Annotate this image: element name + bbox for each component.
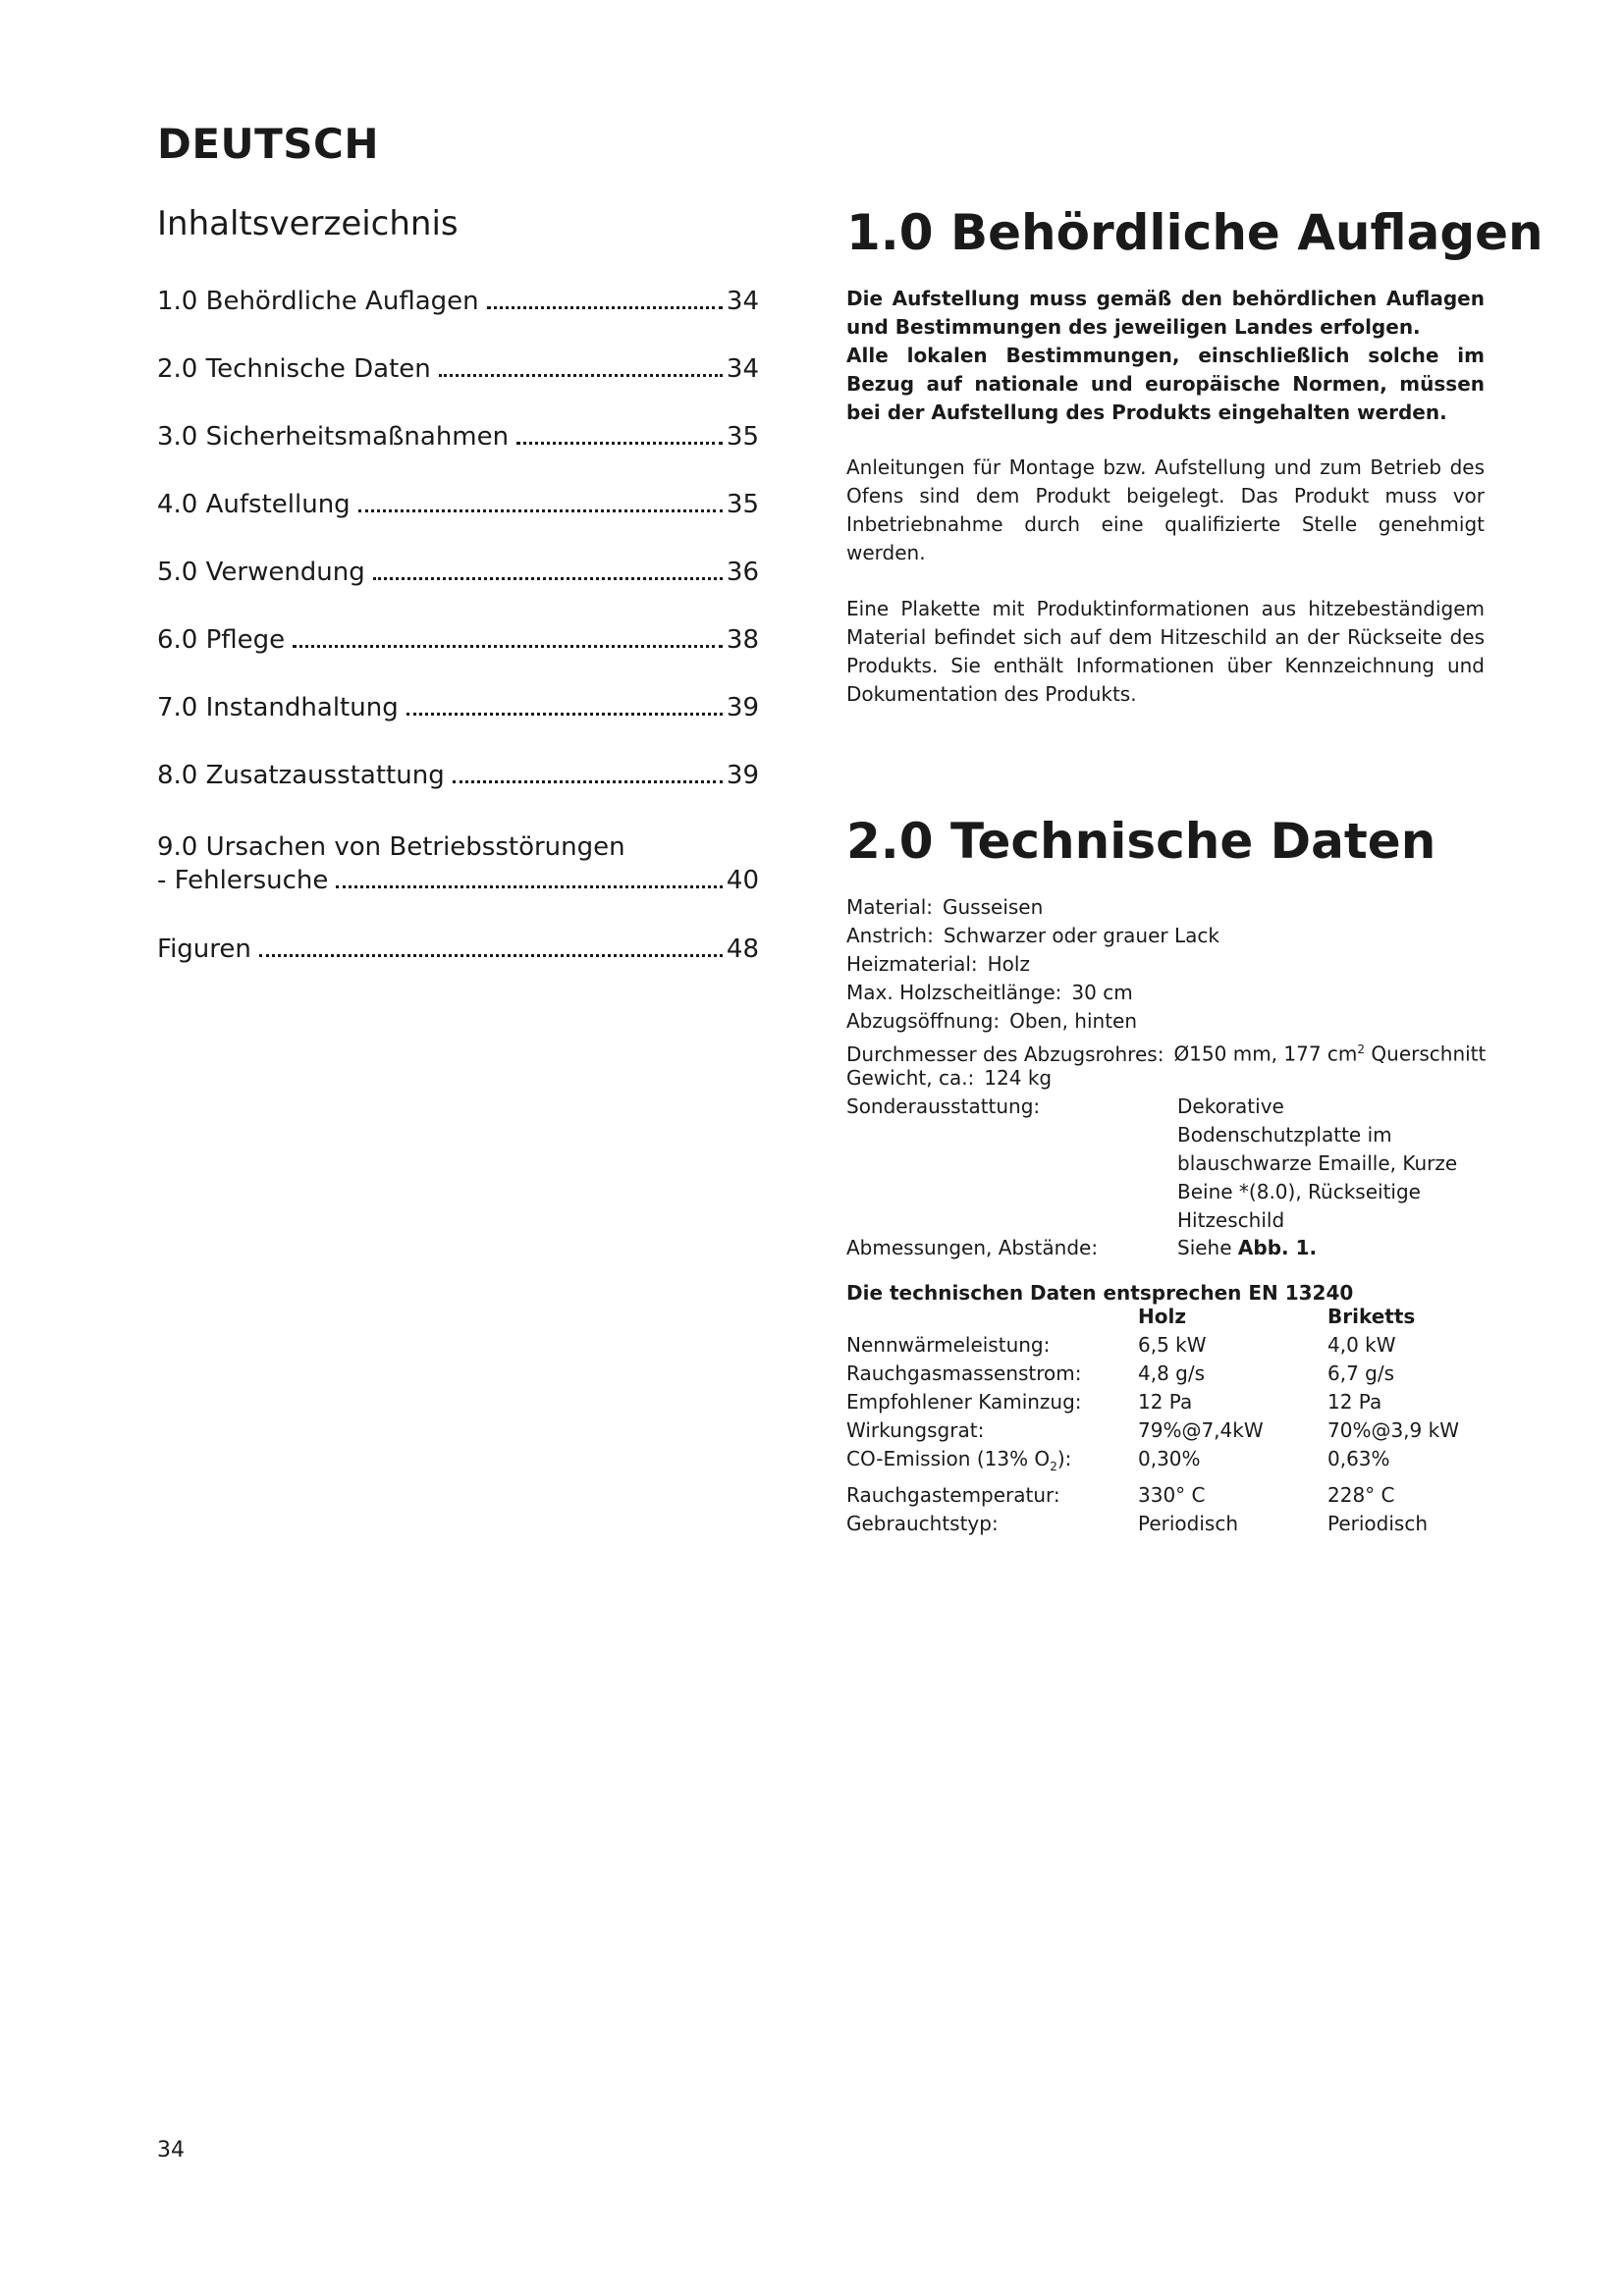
toc-entry-page: 39: [726, 761, 759, 790]
table-row: [846, 1445, 1485, 1481]
performance-table-title: Die technischen Daten entsprechen EN 13240: [846, 1281, 1354, 1305]
toc-entry-page: 35: [726, 490, 759, 519]
toc-entry-label: 5.0 Verwendung: [157, 558, 365, 587]
toc-leader-dots: [358, 509, 723, 512]
row-label: Nennwärmeleistung:: [846, 1333, 1051, 1357]
toc-entry-label: 3.0 Sicherheitsmaßnahmen: [157, 422, 510, 452]
spec-label: Abmessungen, Abstände:: [846, 1236, 1099, 1259]
cell-holz: 330° C: [1138, 1483, 1206, 1507]
toc-entry-label: Figuren: [157, 934, 251, 964]
spec-finish: [846, 922, 1219, 950]
spec-material: [846, 893, 1043, 922]
spec-fuel: [846, 950, 1030, 979]
spec-log-length: [846, 979, 1133, 1007]
row-label-subscript: 2: [1050, 1460, 1057, 1473]
toc-entry-page: 48: [726, 934, 759, 964]
spec-value: 30 cm: [1071, 981, 1133, 1004]
cell-briketts: Periodisch: [1327, 1512, 1429, 1535]
spec-value-prefix: Siehe: [1177, 1236, 1232, 1259]
toc-entry-label: 4.0 Aufstellung: [157, 490, 351, 519]
column-header-holz: Holz: [1138, 1305, 1186, 1328]
toc-entry-5[interactable]: [157, 556, 759, 589]
spec-value: Gusseisen: [943, 895, 1044, 919]
toc-title: Inhaltsverzeichnis: [157, 204, 459, 243]
spec-value: Oben, hinten: [1009, 1009, 1138, 1033]
spec-label: Sonderausstattung:: [846, 1095, 1041, 1118]
table-row: [846, 1510, 1485, 1538]
toc-entry-6[interactable]: [157, 623, 759, 657]
spec-value: Ø150 mm, 177 cm: [1173, 1041, 1358, 1066]
spec-label: Durchmesser des Abzugsrohres:: [846, 1041, 1164, 1066]
row-label: [846, 1445, 1138, 1481]
toc-leader-dots: [439, 374, 723, 377]
toc-entry-page: 40: [726, 866, 759, 895]
toc-leader-dots: [336, 885, 723, 888]
spec-flue-outlet: [846, 1007, 1137, 1036]
table-row: [846, 1416, 1485, 1445]
toc-entry-label: 6.0 Pflege: [157, 625, 286, 655]
toc-entry-page: 36: [726, 558, 759, 587]
table-row: [846, 1331, 1485, 1360]
toc-entry-page: 34: [726, 354, 759, 384]
section-1-bold-paragraph-2: Alle lokalen Bestimmungen, einschließlich solche im Bezug auf nationale und europäische Normen, müssen bei der Aufstellung des Produkts eingehalten werden.: [846, 344, 1485, 424]
row-label-prefix: CO-Emission (13% O: [846, 1447, 1051, 1470]
toc-entry-4[interactable]: [157, 488, 759, 521]
spec-value: 124 kg: [984, 1066, 1053, 1090]
toc-entry-label: 7.0 Instandhaltung: [157, 693, 399, 722]
toc-entry-2[interactable]: [157, 352, 759, 386]
toc-entry-9[interactable]: [157, 830, 759, 897]
table-header-row: [846, 1303, 1485, 1331]
spec-value: Schwarzer oder grauer Lack: [943, 924, 1219, 947]
spec-superscript: 2: [1357, 1042, 1366, 1056]
table-row: [846, 1481, 1485, 1510]
toc-entry-page: 38: [726, 625, 759, 655]
cell-holz: 6,5 kW: [1138, 1333, 1207, 1357]
toc-leader-dots: [373, 577, 723, 580]
cell-briketts: 6,7 g/s: [1327, 1362, 1395, 1385]
column-header-briketts: Briketts: [1327, 1305, 1416, 1328]
row-label: Wirkungsgrat:: [846, 1418, 985, 1442]
toc-entry-label: 8.0 Zusatzausstattung: [157, 761, 445, 790]
cell-briketts: 12 Pa: [1327, 1390, 1382, 1414]
spec-label: Abzugsöffnung:: [846, 1009, 1001, 1033]
section-1-paragraph-2: Eine Plakette mit Produktinformationen aus hitzebeständigem Material befindet sich auf dem Hitzeschild an der Rückseite des Produkts. Sie enthält Informationen über Kennzeichnung und Dokumentation des Produkts.: [846, 597, 1485, 706]
section-1-paragraph-1: Anleitungen für Montage bzw. Aufstellung und zum Betrieb des Ofens sind dem Produkt beigelegt. Das Produkt muss vor Inbetriebnahme durch eine qualifizierte Stelle genehmigt werden.: [846, 455, 1485, 564]
spec-label: Material:: [846, 895, 933, 919]
section-1-bold-paragraph-1: Die Aufstellung muss gemäß den behördlichen Auflagen und Bestimmungen des jeweiligen Landes erfolgen.: [846, 287, 1485, 339]
cell-holz: 0,30%: [1138, 1447, 1201, 1470]
toc-entry-label-continued: - Fehlersuche: [157, 866, 329, 895]
toc-leader-dots: [487, 306, 723, 309]
toc-leader-dots: [293, 645, 723, 648]
toc-entry-7[interactable]: [157, 691, 759, 724]
toc-leader-dots: [516, 442, 723, 445]
cell-holz: 4,8 g/s: [1138, 1362, 1206, 1385]
spec-label: Gewicht, ca.:: [846, 1066, 975, 1090]
row-label: Empfohlener Kaminzug:: [846, 1390, 1082, 1414]
table-row: [846, 1360, 1485, 1388]
language-heading: DEUTSCH: [157, 120, 380, 168]
spec-label: Max. Holzscheitlänge:: [846, 981, 1062, 1004]
toc-leader-dots: [259, 954, 723, 957]
row-label-suffix: ):: [1056, 1447, 1072, 1470]
cell-holz: 79%@7,4kW: [1138, 1418, 1264, 1442]
page-number: 34: [157, 2138, 185, 2163]
section-2-title: 2.0 Technische Daten: [846, 813, 1436, 870]
cell-briketts: 228° C: [1327, 1483, 1395, 1507]
cell-holz: Periodisch: [1138, 1512, 1239, 1535]
row-label: Gebrauchtstyp:: [846, 1512, 999, 1535]
cell-briketts: 4,0 kW: [1327, 1333, 1396, 1357]
toc-entry-1[interactable]: [157, 285, 759, 318]
spec-value: Dekorative Bodenschutzplatte im blauschwarze Emaille, Kurze Beine *(8.0), Rückseitige Hitzeschild: [1177, 1095, 1458, 1232]
toc-entry-page: 39: [726, 693, 759, 722]
toc-leader-dots: [453, 780, 723, 783]
figure-reference[interactable]: Abb. 1.: [1237, 1236, 1318, 1259]
cell-briketts: 70%@3,9 kW: [1327, 1418, 1459, 1442]
toc-entry-10[interactable]: [157, 933, 759, 966]
toc-leader-dots: [406, 713, 723, 716]
performance-table: [846, 1303, 1485, 1538]
toc-entry-8[interactable]: [157, 759, 759, 792]
toc-entry-page: 35: [726, 422, 759, 452]
spec-value: Holz: [987, 952, 1030, 976]
row-label: Rauchgasmassenstrom:: [846, 1362, 1082, 1385]
spec-value-suffix: Querschnitt: [1371, 1041, 1487, 1066]
spec-value: [1177, 1234, 1472, 1262]
section-1-title: 1.0 Behördliche Auflagen: [846, 204, 1543, 261]
toc-entry-3[interactable]: [157, 420, 759, 454]
toc-entry-page: 34: [726, 287, 759, 316]
spec-options: [846, 1093, 1485, 1235]
spec-dimensions: [846, 1234, 1485, 1262]
cell-briketts: 0,63%: [1327, 1447, 1390, 1470]
row-label: Rauchgastemperatur:: [846, 1483, 1060, 1507]
toc-entry-label: 1.0 Behördliche Auflagen: [157, 287, 479, 316]
toc-entry-label: 2.0 Technische Daten: [157, 354, 431, 384]
table-row: [846, 1388, 1485, 1416]
column-header-label: [846, 1303, 1138, 1331]
cell-holz: 12 Pa: [1138, 1390, 1193, 1414]
spec-label: Heizmaterial:: [846, 952, 978, 976]
spec-label: Anstrich:: [846, 924, 934, 947]
toc-entry-label: 9.0 Ursachen von Betriebsstörungen: [157, 832, 625, 862]
spec-weight: [846, 1064, 1052, 1093]
